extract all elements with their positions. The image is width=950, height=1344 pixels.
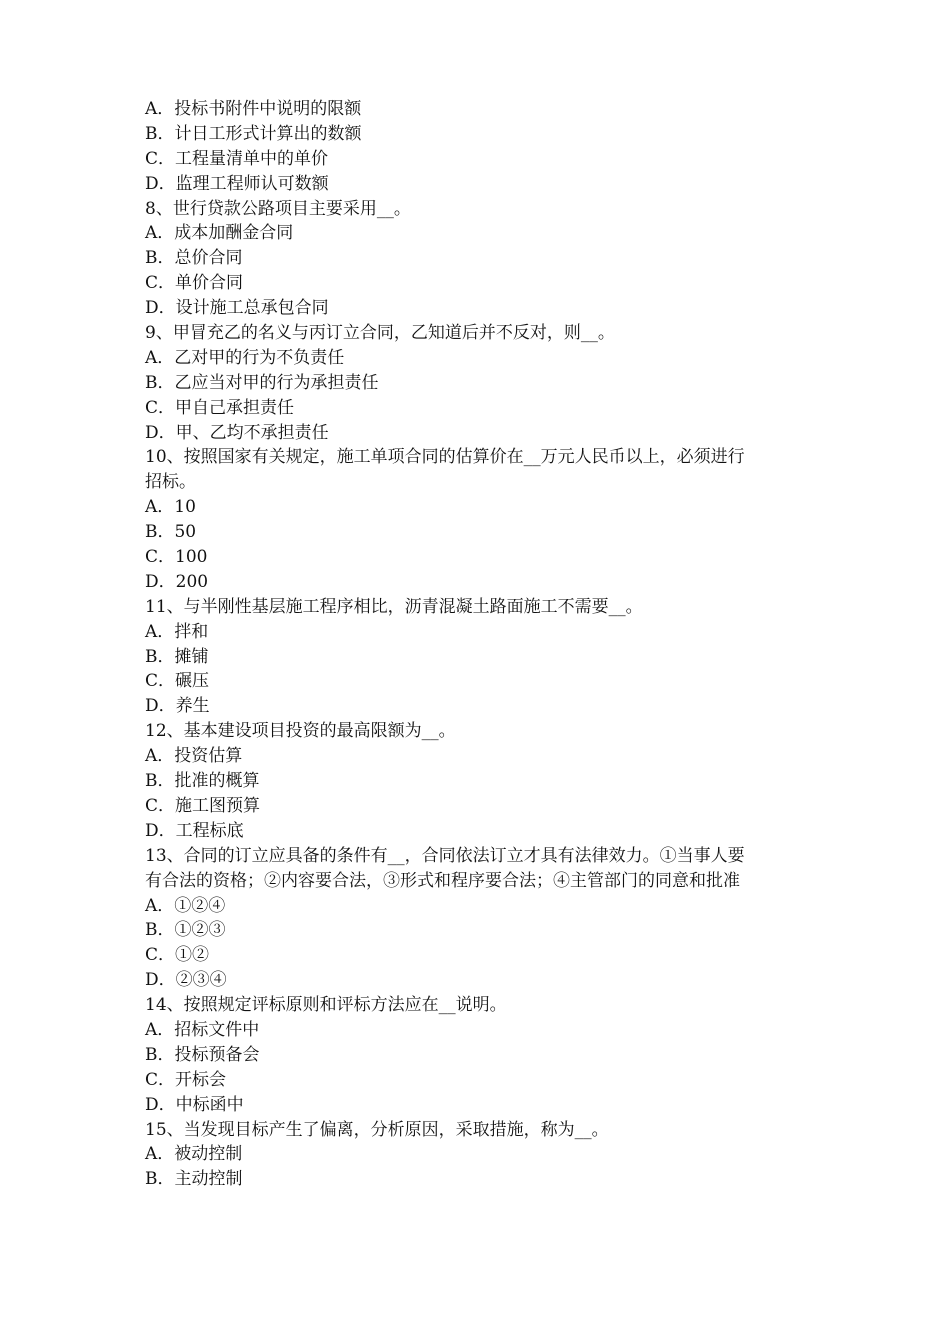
option-line: C．单价合同 (145, 273, 244, 294)
question-stem: 15、当发现目标产生了偏离，分析原因，采取措施，称为__。 (145, 1119, 609, 1140)
option-line: C．工程量清单中的单价 (145, 148, 329, 169)
option-line: B．乙应当对甲的行为承担责任 (145, 372, 379, 393)
option-line: B．主动控制 (145, 1169, 243, 1190)
option-line: B．总价合同 (145, 248, 243, 269)
option-line: C．①② (145, 945, 210, 966)
question-stem: 9、甲冒充乙的名义与丙订立合同，乙知道后并不反对，则__。 (145, 323, 615, 344)
option-line: D．甲、乙均不承担责任 (145, 422, 329, 443)
question-stem: 13、合同的订立应具备的条件有__，合同依法订立才具有法律效力。①当事人要 (145, 845, 745, 866)
question-stem: 8、世行贷款公路项目主要采用__。 (145, 198, 411, 219)
option-line: B．计日工形式计算出的数额 (145, 123, 362, 144)
question-stem-continuation: 有合法的资格；②内容要合法，③形式和程序要合法；④主管部门的同意和批准 (145, 870, 740, 891)
question-stem: 12、基本建设项目投资的最高限额为__。 (145, 721, 456, 742)
document-page (145, 97, 815, 1192)
option-line: A．拌和 (145, 621, 209, 642)
option-line: D．设计施工总承包合同 (145, 298, 329, 319)
option-line: B．批准的概算 (145, 771, 260, 792)
option-line: B．摊铺 (145, 646, 209, 667)
option-line: C．甲自己承担责任 (145, 397, 295, 418)
question-stem: 10、按照国家有关规定，施工单项合同的估算价在__万元人民币以上，必须进行 (145, 447, 745, 468)
option-line: C．开标会 (145, 1069, 227, 1090)
option-line: B．①②③ (145, 920, 226, 941)
option-line: C．碾压 (145, 671, 210, 692)
option-line: D．监理工程师认可数额 (145, 173, 329, 194)
option-line: A．成本加酬金合同 (145, 223, 294, 244)
option-line: A．招标文件中 (145, 1019, 260, 1040)
question-stem-continuation: 招标。 (145, 472, 196, 493)
option-line: D．中标函中 (145, 1094, 244, 1115)
option-line: C．100 (145, 547, 208, 568)
option-line: D．工程标底 (145, 820, 244, 841)
option-line: A．投资估算 (145, 746, 243, 767)
option-line: D．②③④ (145, 970, 227, 991)
option-line: B．投标预备会 (145, 1044, 260, 1065)
option-line: A．投标书附件中说明的限额 (145, 99, 362, 119)
option-line: A．①②④ (145, 895, 226, 916)
option-line: A．乙对甲的行为不负责任 (145, 347, 345, 368)
question-stem: 11、与半刚性基层施工程序相比，沥青混凝土路面施工不需要__。 (145, 596, 643, 617)
option-line: B．50 (145, 522, 197, 543)
question-stem: 14、按照规定评标原则和评标方法应在__说明。 (145, 995, 507, 1016)
option-line: D．200 (145, 571, 209, 592)
option-line: C．施工图预算 (145, 795, 261, 816)
option-line: A．10 (145, 497, 196, 518)
option-line: D．养生 (145, 696, 210, 717)
option-line: A．被动控制 (145, 1144, 243, 1165)
